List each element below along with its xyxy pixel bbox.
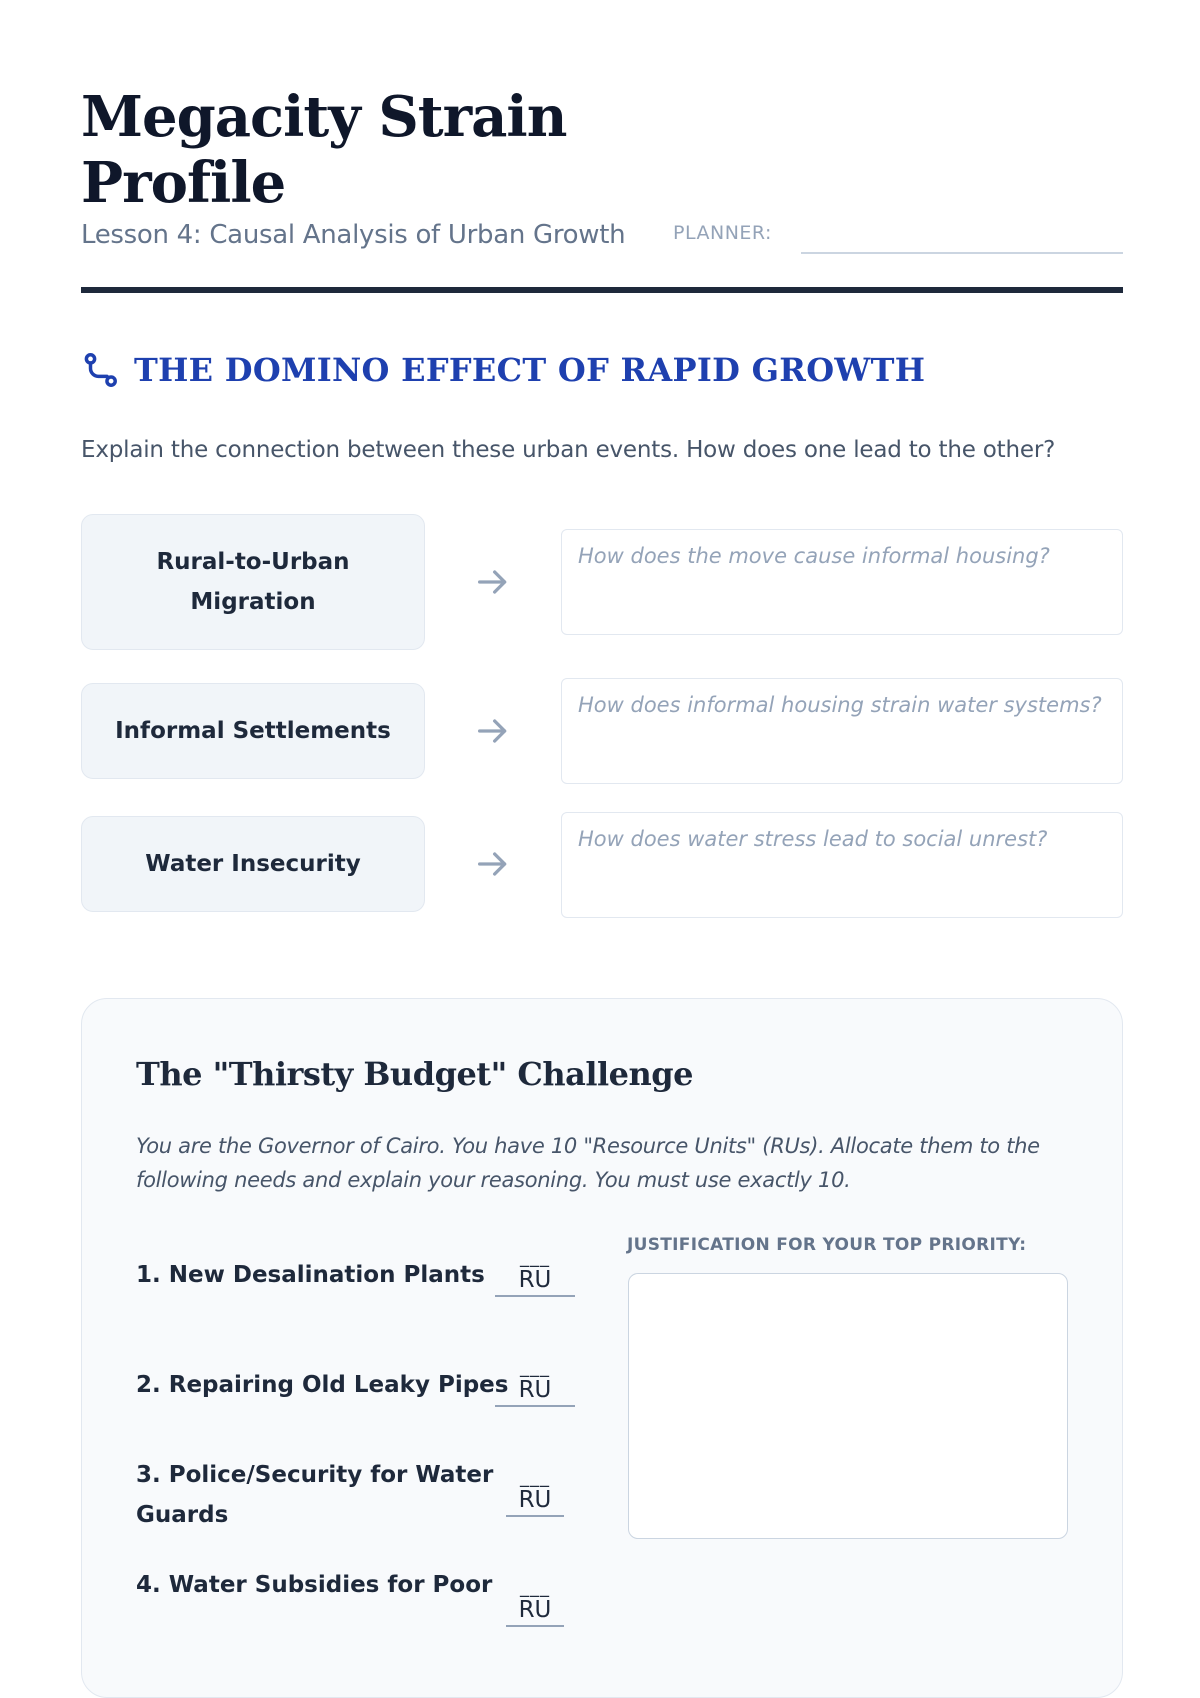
need-item: 1. New Desalination Plants [136, 1262, 485, 1288]
ru-blank: ___ [520, 1467, 550, 1488]
ru-allocation-field[interactable] [506, 1575, 564, 1627]
route-icon [81, 351, 119, 389]
lesson-subtitle: Lesson 4: Causal Analysis of Urban Growth [81, 220, 626, 250]
domino-section-title: THE DOMINO EFFECT OF RAPID GROWTH [134, 351, 926, 389]
arrow-right-icon [473, 844, 513, 884]
arrow-right-icon [473, 562, 513, 602]
chain-row [81, 683, 1123, 779]
answer-box[interactable] [561, 678, 1123, 784]
cause-box: Rural-to-Urban Migration [81, 514, 425, 650]
ru-blank: ___ [520, 1577, 550, 1598]
planner-label: PLANNER: [673, 222, 772, 244]
domino-instructions: Explain the connection between these urban events. How does one lead to the other? [81, 437, 1056, 463]
ru-blank: ___ [520, 1247, 550, 1268]
ru-unit: RU [518, 1597, 552, 1623]
justification-label: JUSTIFICATION FOR YOUR TOP PRIORITY: [627, 1235, 1027, 1255]
chain-row [81, 514, 1123, 650]
budget-challenge-card [81, 998, 1123, 1698]
ru-allocation-field[interactable] [495, 1355, 575, 1407]
domino-section-header [81, 350, 925, 390]
answer-box[interactable] [561, 529, 1123, 635]
planner-name-field[interactable] [801, 252, 1123, 254]
cause-box: Informal Settlements [81, 683, 425, 779]
ru-allocation-field[interactable] [506, 1465, 564, 1517]
cause-box: Water Insecurity [81, 816, 425, 912]
ru-unit: RU [518, 1267, 552, 1293]
header-divider [81, 287, 1123, 293]
challenge-description: You are the Governor of Cairo. You have 10 "Resource Units" (RUs). Allocate them to the following needs and explain your reasoning. You must use exactly 10. [136, 1134, 1040, 1192]
need-item: 2. Repairing Old Leaky Pipes [136, 1372, 509, 1398]
page-title: Megacity Strain Profile [81, 84, 567, 216]
need-item: 3. Police/Security for Water Guards [136, 1462, 494, 1528]
need-item: 4. Water Subsidies for Poor [136, 1572, 493, 1598]
challenge-title: The "Thirsty Budget" Challenge [136, 1055, 694, 1093]
ru-blank: ___ [520, 1357, 550, 1378]
ru-allocation-field[interactable] [495, 1245, 575, 1297]
chain-row [81, 816, 1123, 912]
answer-box[interactable] [561, 812, 1123, 918]
ru-unit: RU [518, 1377, 552, 1403]
arrow-right-icon [473, 711, 513, 751]
justification-field[interactable] [628, 1273, 1068, 1539]
ru-unit: RU [518, 1487, 552, 1513]
